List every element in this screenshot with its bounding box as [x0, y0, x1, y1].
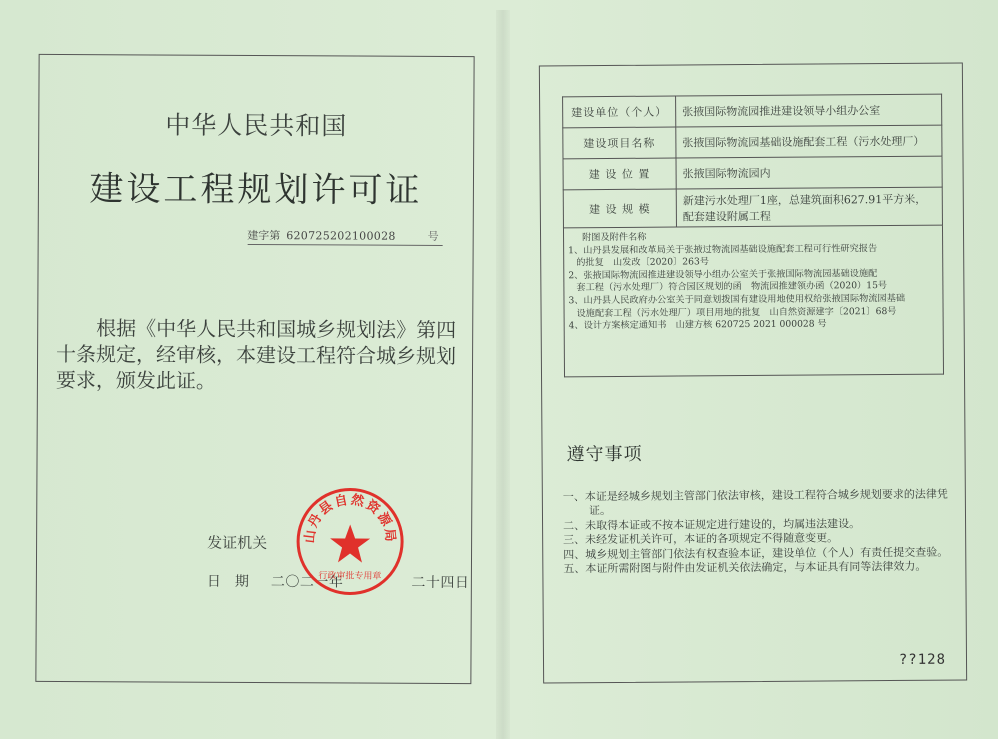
attachment-item: 3、山丹县人民政府办公室关于同意划拨国有建设用地使用权给张掖国际物流园基础: [568, 292, 906, 307]
table-row: [563, 125, 942, 159]
table-row: [563, 187, 942, 228]
table-key: 建设单位（个人）: [563, 96, 676, 128]
center-fold: [496, 10, 510, 739]
table-key: 建设项目名称: [563, 127, 676, 159]
serial-number: ??128: [898, 651, 947, 668]
table-row: [563, 156, 942, 190]
rule-item: 三、未经发证机关许可，本证的各项规定不得随意变更。: [563, 531, 839, 547]
rule-item: 五、本证所需附图与附件由发证机关依法确定，与本证具有同等法律效力。: [563, 559, 927, 576]
table-row: [563, 94, 942, 128]
number-value: 620725202100028: [286, 229, 396, 243]
attachment-item: 的批复 山发改〔2020〕263号: [576, 256, 710, 269]
attachment-item: 4、设计方案核定通知书 山建方核 620725 2021 000028 号: [568, 318, 827, 332]
rules-list: [563, 488, 952, 577]
number-prefix: 建字第: [247, 228, 281, 243]
table-value: 新建污水处理厂1座，总建筑面积627.91平方米，配套建设附属工程: [676, 187, 942, 227]
right-page: [539, 63, 967, 684]
table-value: 张掖国际物流园推进建设领导小组办公室: [676, 94, 942, 127]
certificate-body: 根据《中华人民共和国城乡规划法》第四十条规定，经审核，本建设工程符合城乡规划要求，颁发此证。: [55, 316, 457, 393]
left-page: [35, 54, 474, 684]
certificate-title: 建设工程规划许可证: [89, 169, 423, 211]
table-key: 建 设 位 置: [563, 158, 676, 190]
project-info-table: [562, 94, 944, 378]
attachment-item: 设施配套工程（污水处理厂）项目用地的批复 山自然资源建字〔2021〕68号: [576, 305, 897, 319]
rule-item: 一、本证是经城乡规划主管部门依法审核，建设工程符合城乡规划要求的法律凭证。: [562, 487, 948, 518]
attachments-title: 附图及附件名称: [582, 231, 647, 244]
issuer-label: 发证机关: [207, 533, 268, 553]
date-value-end: 二十四日: [411, 574, 470, 592]
certificate-number: [247, 227, 443, 246]
seal-bottom-text: 行政审批专用章: [318, 571, 382, 582]
official-seal-icon: [295, 486, 406, 597]
rules-title: 遵守事项: [566, 443, 643, 466]
country-name: 中华人民共和国: [165, 110, 348, 141]
attachments-row: [563, 225, 943, 377]
date-label: 日 期: [206, 573, 249, 590]
attachment-item: 2、张掖国际物流园推进建设领导小组办公室关于张掖国际物流园基础设施配: [568, 267, 878, 282]
number-suffix: 号: [427, 229, 439, 243]
table-key: 建 设 规 模: [563, 189, 676, 228]
attachment-item: 套工程（污水处理厂）符合园区规划的函 物流园推建领办函（2020）15号: [576, 280, 888, 294]
rule-item: 四、城乡规划主管部门依法有权查验本证，建设单位（个人）有责任提交查验。: [563, 545, 949, 561]
date-value-start: 二〇二一年: [270, 574, 344, 591]
table-value: 张掖国际物流园内: [676, 156, 942, 189]
attachment-item: 1、山丹县发展和改革局关于张掖过物流园基础设施配套工程可行性研究报告: [568, 242, 878, 256]
attachments-cell: [563, 225, 943, 377]
seal-text: 山丹县自然资源局: [302, 492, 398, 545]
table-value: 张掖国际物流园基础设施配套工程（污水处理厂）: [676, 125, 942, 158]
rule-item: 二、未取得本证或不按本证规定进行建设的，均属违法建设。: [563, 517, 861, 533]
